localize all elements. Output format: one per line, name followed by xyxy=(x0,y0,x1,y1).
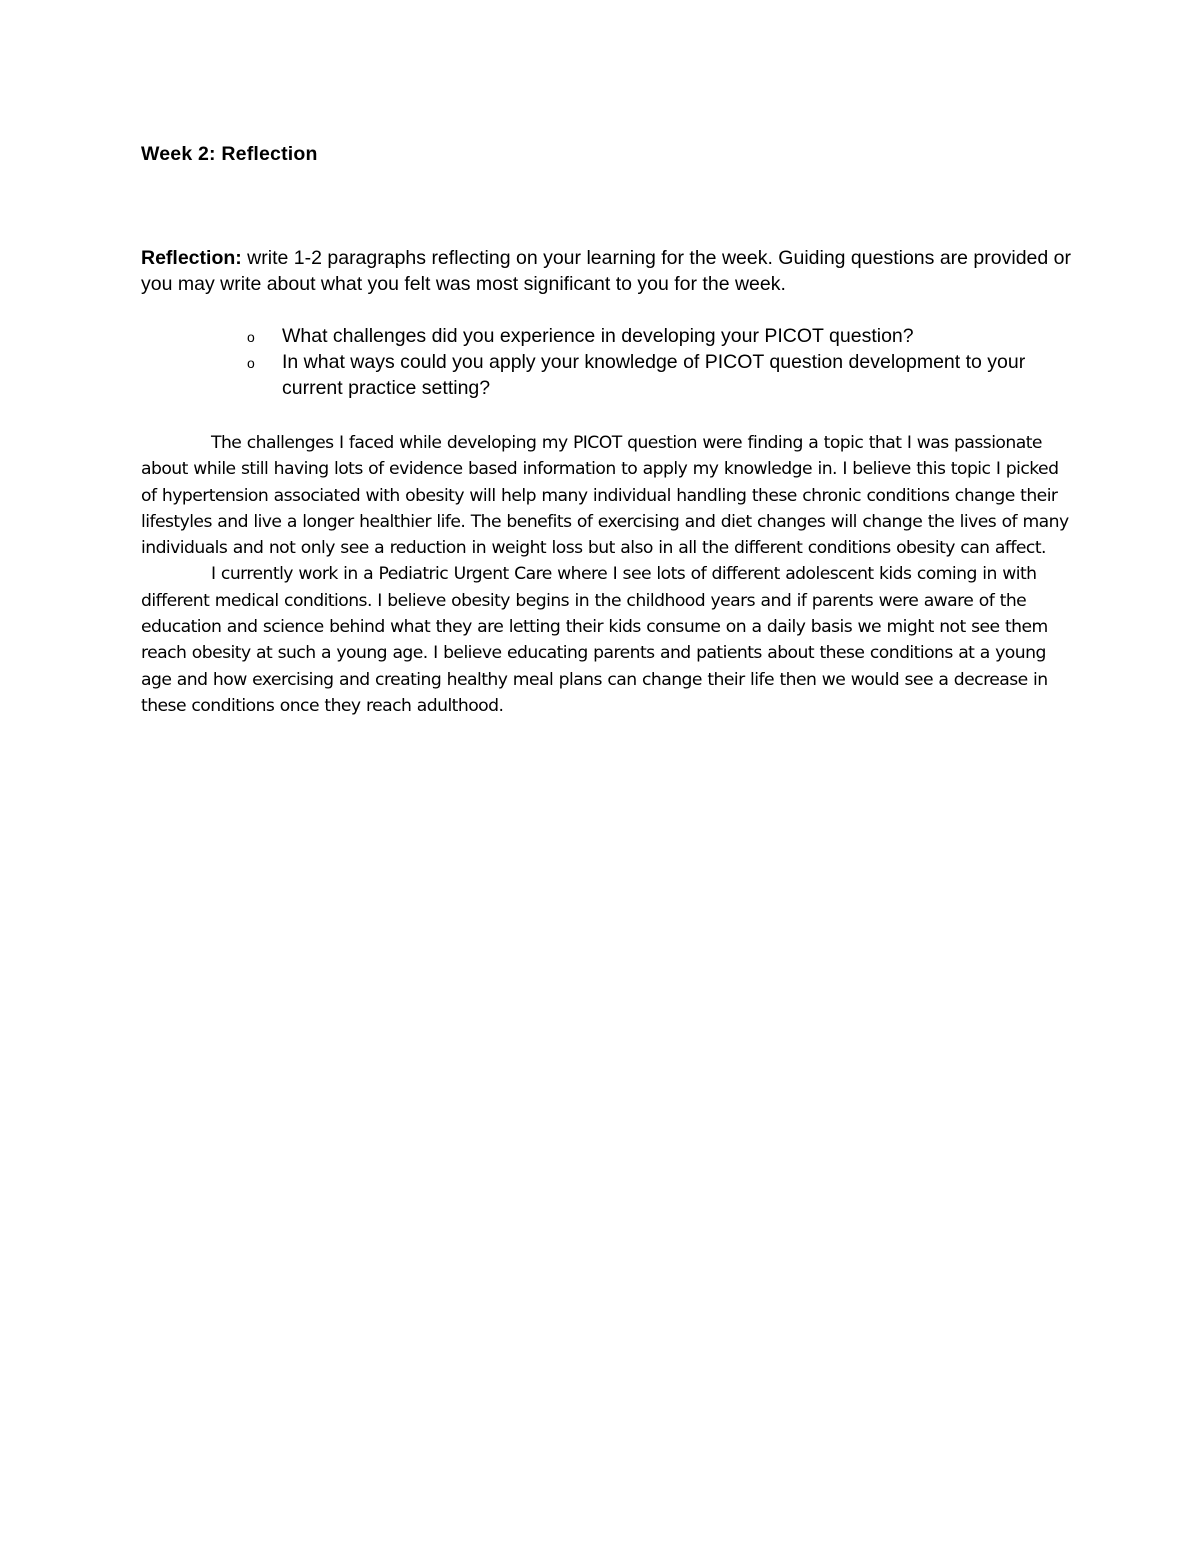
guiding-questions-list xyxy=(247,323,1077,401)
bullet-icon: o xyxy=(247,329,255,345)
reflection-prompt-label: Reflection: xyxy=(141,247,242,269)
reflection-prompt-text: write 1-2 paragraphs reflecting on your learning for the week. Guiding questions are provided or you may write about what you felt was most significant to you for the week. xyxy=(141,247,1071,295)
reflection-prompt xyxy=(141,245,1071,297)
response-paragraph: The challenges I faced while developing my PICOT question were finding a topic that I was passionate about while still having lots of evidence based information to apply my knowledge in. I believe this topic I picked of hypertension associated with obesity will help many individual handling these chronic conditions change their lifestyles and live a longer healthier life. The benefits of exercising and diet changes will change the lives of many individuals and not only see a reduction in weight loss but also in all the different conditions obesity can affect. xyxy=(141,433,1069,559)
bullet-icon: o xyxy=(247,355,255,371)
document-title: Week 2: Reflection xyxy=(141,143,318,165)
guiding-question-text: In what ways could you apply your knowledge of PICOT question development to your current practice setting? xyxy=(282,351,1026,399)
guiding-question xyxy=(247,323,1077,349)
guiding-question-text: What challenges did you experience in developing your PICOT question? xyxy=(282,325,914,347)
guiding-question xyxy=(247,349,1077,401)
response-paragraph: I currently work in a Pediatric Urgent Care where I see lots of different adolescent kids coming in with different medical conditions. I believe obesity begins in the childhood years and if parents were aware of the education and science behind what they are letting their kids consume on a daily basis we might not see them reach obesity at such a young age. I believe educating parents and patients about these conditions at a young age and how exercising and creating healthy meal plans can change their life then we would see a decrease in these conditions once they reach adulthood. xyxy=(141,564,1048,716)
reflection-response xyxy=(141,430,1071,719)
